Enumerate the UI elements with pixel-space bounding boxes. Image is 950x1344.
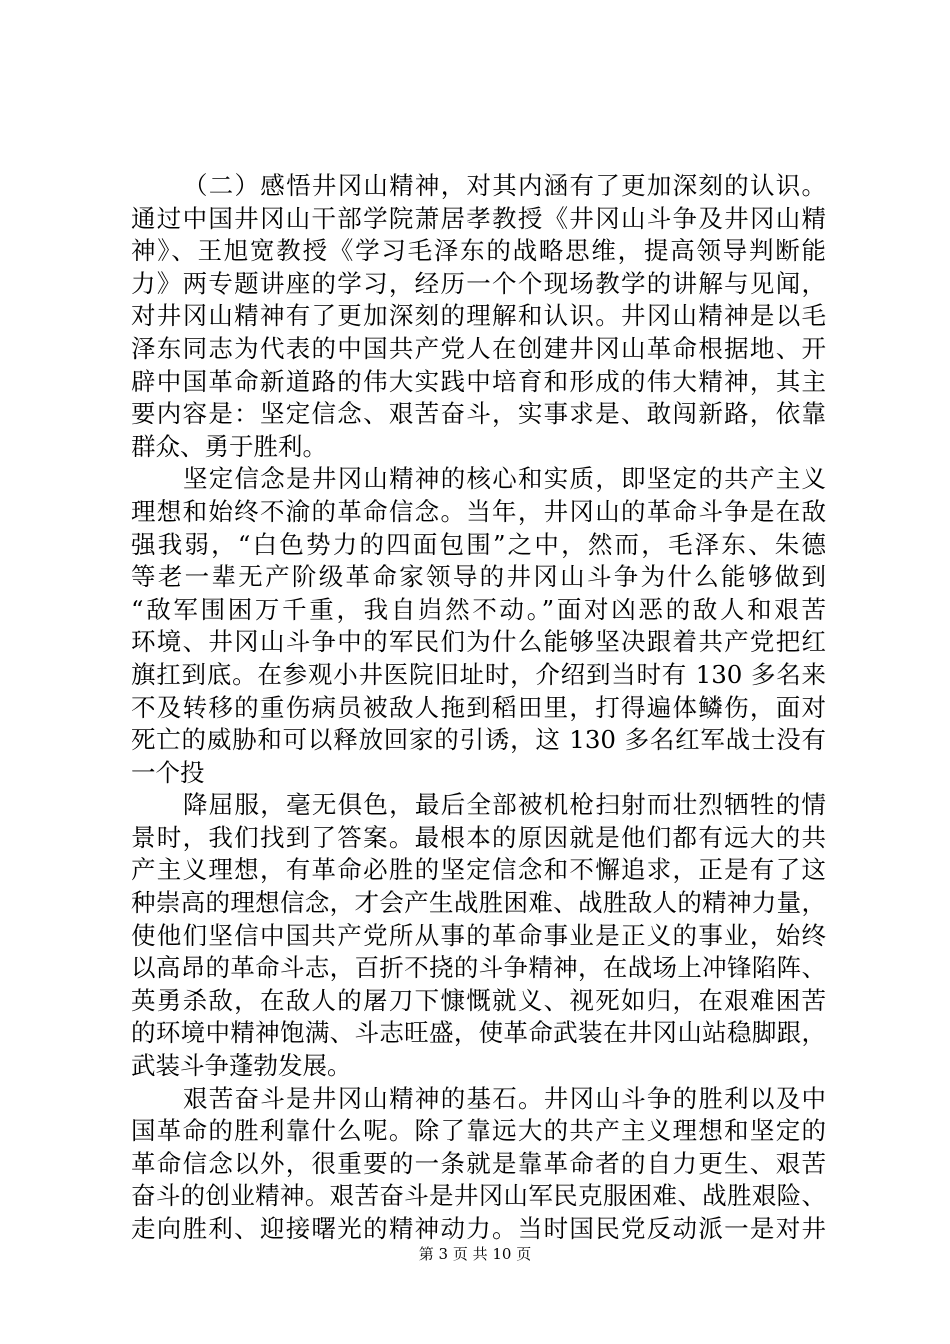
text-line: 英勇杀敌，在敌人的屠刀下慷慨就义、视死如归，在艰难困苦 [131, 985, 826, 1015]
text-line: 通过中国井冈山干部学院萧居孝教授《井冈山斗争及井冈山精 [131, 203, 826, 233]
text-line: 坚定信念是井冈山精神的核心和实质，即坚定的共产主义 [183, 464, 826, 494]
text-line: 景时，我们找到了答案。最根本的原因就是他们都有远大的共 [131, 822, 826, 852]
page-footer [0, 1243, 950, 1264]
text-line: 的环境中精神饱满、斗志旺盛，使革命武装在井冈山站稳脚跟， [131, 1018, 826, 1048]
text-line: 要内容是：坚定信念、艰苦奋斗，实事求是、敢闯新路，依靠 [131, 399, 826, 429]
text-line: 泽东同志为代表的中国共产党人在创建井冈山革命根据地、开 [131, 333, 826, 363]
text-line: 等老一辈无产阶级革命家领导的井冈山斗争为什么能够做到 [131, 562, 826, 592]
text-line: 理想和始终不渝的革命信念。当年，井冈山的革命斗争是在敌 [131, 496, 826, 526]
text-line: 辟中国革命新道路的伟大实践中培育和形成的伟大精神，其主 [131, 366, 826, 396]
text-line: 死亡的威胁和可以释放回家的引诱，这 130 多名红军战士没有 [131, 725, 826, 755]
text-line: 力》两专题讲座的学习，经历一个个现场教学的讲解与见闻， [131, 268, 826, 298]
text-line: 降屈服，毫无俱色，最后全部被机枪扫射而壮烈牺牲的情 [183, 790, 826, 820]
text-line: 神》、王旭宽教授《学习毛泽东的战略思维，提高领导判断能 [131, 236, 826, 266]
text-line: 产主义理想，有革命必胜的坚定信念和不懈追求，正是有了这 [131, 855, 826, 885]
page-number-label: 第 3 页 共 10 页 [418, 1245, 532, 1263]
text-line: 奋斗的创业精神。艰苦奋斗是井冈山军民克服困难、战胜艰险、 [131, 1181, 826, 1211]
text-line: 对井冈山精神有了更加深刻的理解和认识。井冈山精神是以毛 [131, 301, 826, 331]
text-line: 旗扛到底。在参观小井医院旧址时，介绍到当时有 130 多名来 [131, 659, 826, 689]
text-line: 武装斗争蓬勃发展。 [131, 1051, 352, 1081]
text-line: 群众、勇于胜利。 [131, 431, 327, 461]
document-body [131, 170, 826, 1246]
text-line: 种崇高的理想信念，才会产生战胜困难、战胜敌人的精神力量， [131, 888, 826, 918]
text-line: 国革命的胜利靠什么呢。除了靠远大的共产主义理想和坚定的 [131, 1116, 826, 1146]
text-line: （二）感悟井冈山精神，对其内涵有了更加深刻的认识。 [183, 171, 826, 200]
text-line: “敌军围困万千重，我自岿然不动。”面对凶恶的敌人和艰苦 [131, 594, 826, 624]
text-line: 环境、井冈山斗争中的军民们为什么能够坚决跟着共产党把红 [131, 627, 826, 657]
text-line: 艰苦奋斗是井冈山精神的基石。井冈山斗争的胜利以及中 [183, 1083, 826, 1113]
text-line: 革命信念以外，很重要的一条就是靠革命者的自力更生、艰苦 [131, 1148, 826, 1178]
text-line: 强我弱，“白色势力的四面包围”之中，然而，毛泽东、朱德 [131, 529, 826, 559]
text-line: 不及转移的重伤病员被敌人拖到稻田里，打得遍体鳞伤，面对 [131, 692, 826, 722]
text-line: 使他们坚信中国共产党所从事的革命事业是正义的事业，始终 [131, 920, 826, 950]
text-line: 一个投 [131, 757, 205, 787]
text-line: 走向胜利、迎接曙光的精神动力。当时国民党反动派一是对井 [131, 1214, 826, 1243]
text-line: 以高昂的革命斗志，百折不挠的斗争精神，在战场上冲锋陷阵、 [131, 953, 826, 983]
